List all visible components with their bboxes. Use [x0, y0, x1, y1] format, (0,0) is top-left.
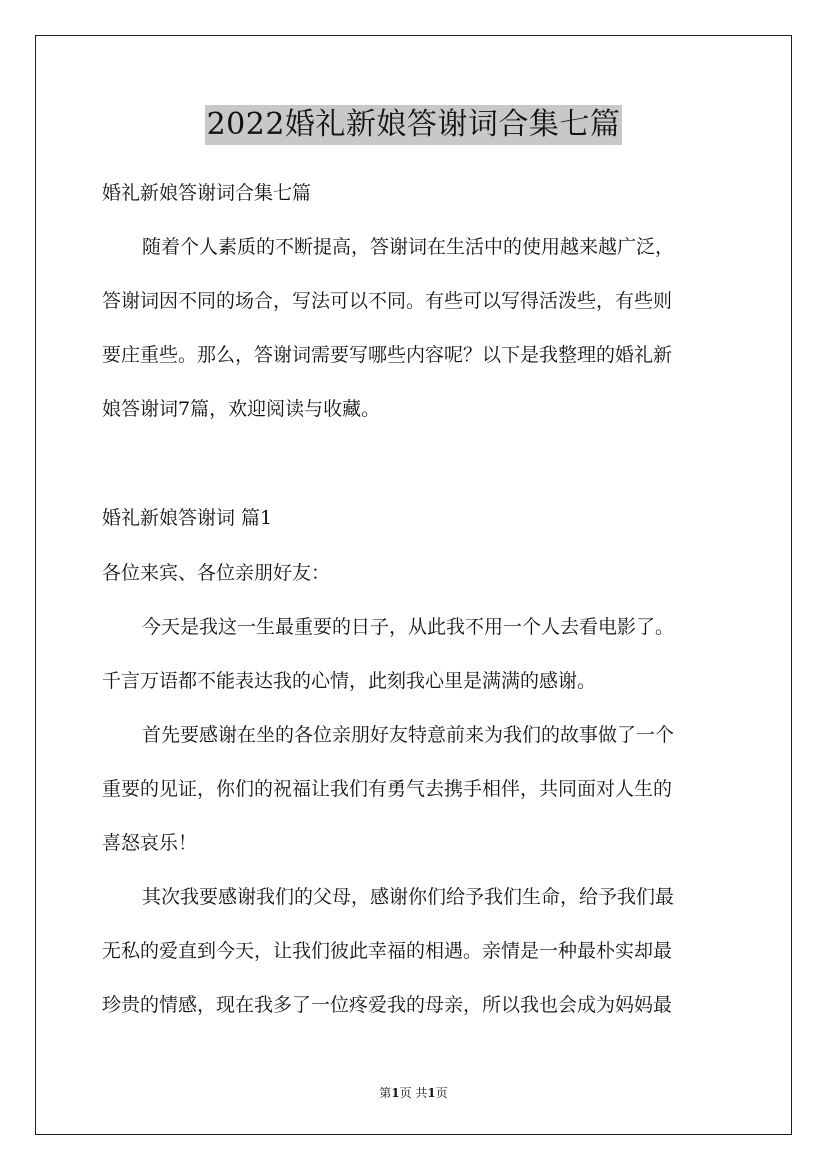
body-line: 重要的见证，你们的祝福让我们有勇气去携手相伴，共同面对人生的 [102, 778, 673, 800]
body-line: 其次我要感谢我们的父母，感谢你们给予我们生命，给予我们最 [142, 886, 675, 908]
intro-line: 要庄重些。那么，答谢词需要写哪些内容呢？以下是我整理的婚礼新 [102, 344, 673, 366]
footer-mid: 页 共 [399, 1086, 428, 1100]
body-line: 今天是我这一生最重要的日子，从此我不用一个人去看电影了。 [142, 616, 675, 638]
body-line: 首先要感谢在坐的各位亲朋好友特意前来为我们的故事做了一个 [142, 724, 675, 746]
footer-total-pages: 1 [427, 1086, 436, 1100]
page-footer [0, 1085, 827, 1101]
intro-line: 答谢词因不同的场合，写法可以不同。有些可以写得活泼些，有些则 [102, 290, 673, 312]
body-line: 千言万语都不能表达我的心情，此刻我心里是满满的感谢。 [102, 670, 597, 692]
document-subtitle: 婚礼新娘答谢词合集七篇 [102, 182, 312, 204]
footer-suffix: 页 [435, 1086, 448, 1100]
intro-line: 娘答谢词7篇，欢迎阅读与收藏。 [102, 398, 381, 420]
body-line: 无私的爱直到今天，让我们彼此幸福的相遇。亲情是一种最朴实却最 [102, 940, 673, 962]
intro-line: 随着个人素质的不断提高，答谢词在生活中的使用越来越广泛， [142, 236, 675, 258]
footer-prefix: 第 [379, 1086, 392, 1100]
greeting-line: 各位来宾、各位亲朋好友： [102, 562, 331, 584]
footer-current-page: 1 [391, 1086, 400, 1100]
body-line: 珍贵的情感，现在我多了一位疼爱我的母亲，所以我也会成为妈妈最 [102, 994, 673, 1016]
body-line: 喜怒哀乐！ [102, 832, 198, 854]
document-title [0, 103, 827, 145]
section-heading: 婚礼新娘答谢词 篇1 [102, 507, 273, 529]
document-title-text: 2022婚礼新娘答谢词合集七篇 [205, 105, 623, 145]
